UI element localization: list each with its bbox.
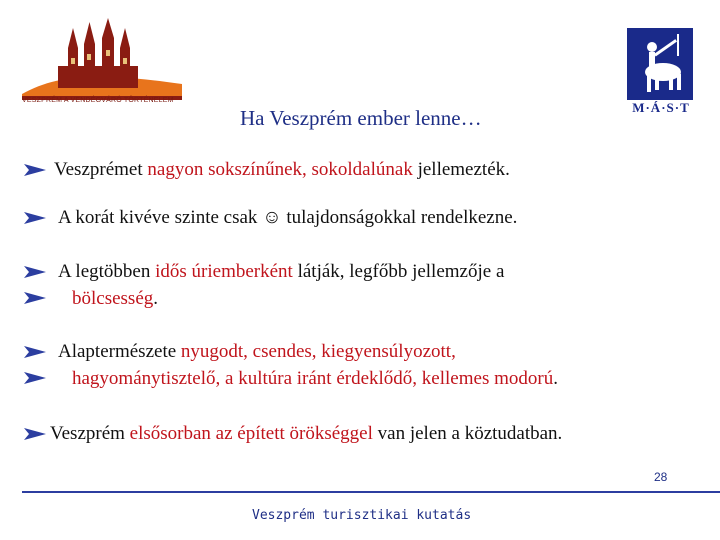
bullet-text: A korát kivéve szinte csak [58, 207, 263, 228]
bullet-arrow-icon [24, 292, 46, 304]
bullet-highlight: hagyománytisztelő, a kultúra iránt érdeklődő, kellemes modorú [72, 368, 554, 389]
bullet-text: . [553, 368, 558, 389]
city-skyline-logo-icon [18, 14, 186, 110]
bullet-arrow-icon [24, 212, 46, 224]
bullet-text: van jelen a köztudatban. [372, 423, 563, 444]
bullet-arrow-icon [24, 266, 46, 278]
bullet-text: Alaptermészete [58, 341, 181, 362]
bullet-highlight: nagyon sokszínűnek, sokoldalúnak [147, 159, 413, 180]
bullet-text: tulajdonságokkal rendelkezne. [281, 207, 518, 228]
bullet-highlight: idős úriemberként [155, 261, 293, 282]
bullet-text: . [153, 288, 159, 309]
smiley-icon: ☺ [262, 207, 282, 228]
bullet-text: A legtöbben [58, 261, 156, 282]
bullet-highlight: elsősorban az épített örökséggel [129, 423, 373, 444]
logo-caption: VESZPRÉM A VENDÉGVÁRÓ TÖRTÉNELEM [22, 97, 174, 104]
bullet-text: jellemezték. [412, 159, 510, 180]
bullet-arrow-icon [24, 372, 46, 384]
bullet-arrow-icon [24, 346, 46, 358]
bullet-text: Veszprém [50, 423, 130, 444]
page-number: 28 [654, 470, 668, 484]
slide-title: Ha Veszprém ember lenne… [240, 106, 482, 130]
footer-text: Veszprém turisztikai kutatás [252, 508, 472, 523]
bullet-text: Veszprémet [54, 159, 148, 180]
bullet-highlight: bölcsesség [72, 288, 154, 309]
centaur-logo-icon [627, 28, 693, 100]
footer-divider [22, 491, 720, 493]
bullet-text: látják, legfőbb jellemzője a [292, 261, 505, 282]
bullet-arrow-icon [24, 428, 46, 440]
bullet-arrow-icon [24, 164, 46, 176]
bullet-highlight: nyugodt, csendes, kiegyensúlyozott, [180, 341, 456, 362]
mast-label: M·Á·S·T [632, 100, 690, 115]
